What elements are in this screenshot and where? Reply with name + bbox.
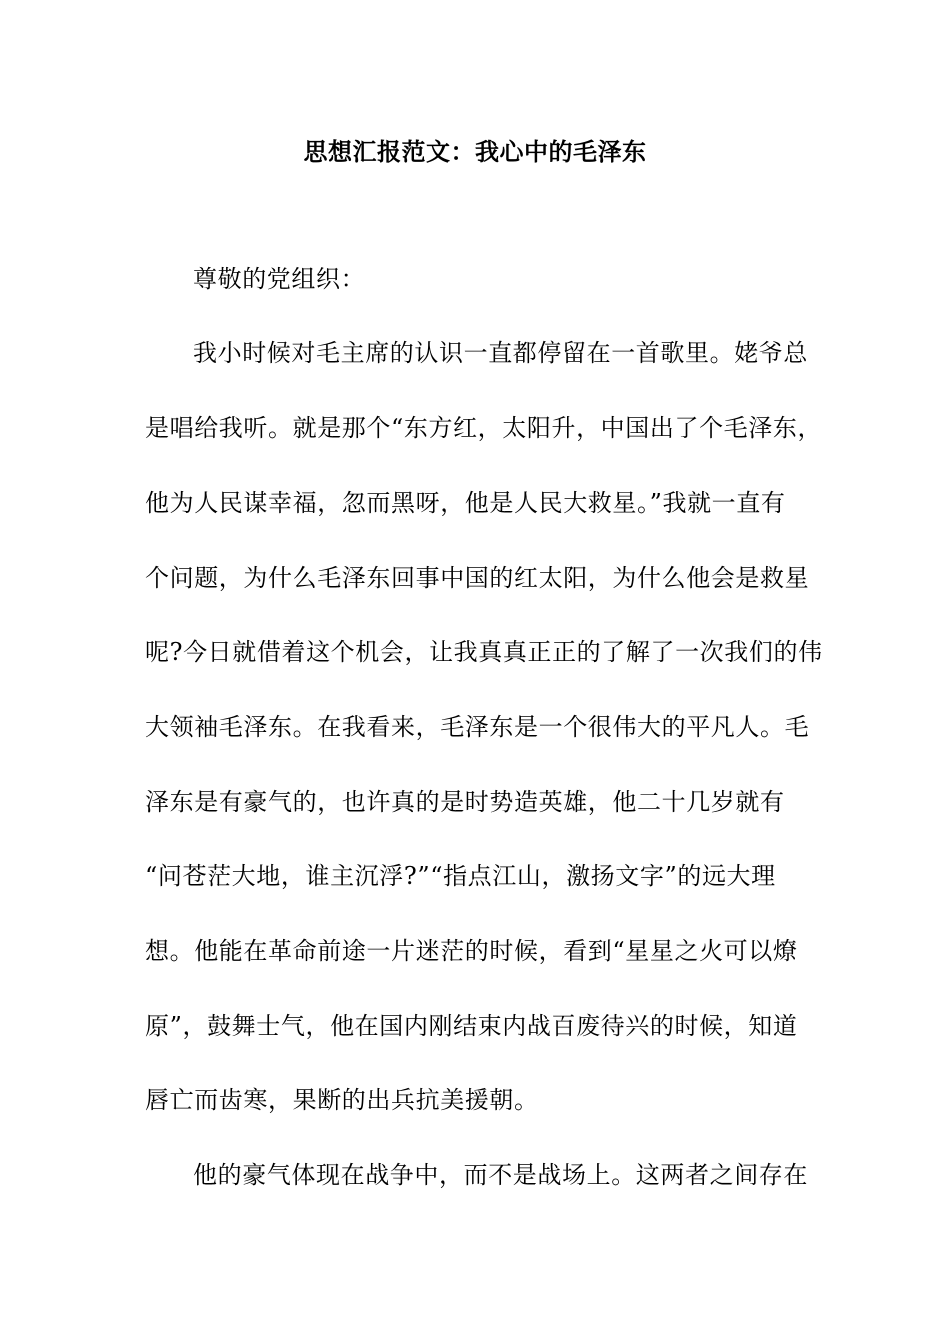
paragraph-line: 原”，鼓舞士气，他在国内刚结束内战百废待兴的时候，知道: [145, 1012, 798, 1040]
paragraph-line: 我小时候对毛主席的认识一直都停留在一首歌里。姥爷总: [193, 339, 808, 367]
paragraph-line: 唇亡而齿寒，果断的出兵抗美援朝。: [145, 1086, 539, 1114]
paragraph-line: 个问题，为什么毛泽东回事中国的红太阳，为什么他会是救星: [145, 564, 810, 592]
paragraph-line: 他的豪气体现在战争中，而不是战场上。这两者之间存在: [193, 1161, 808, 1189]
paragraph-line: 想。他能在革命前途一片迷茫的时候，看到“星星之火可以燎: [145, 937, 798, 965]
paragraph-line: 泽东是有豪气的，也许真的是时势造英雄，他二十几岁就有: [145, 788, 785, 816]
paragraph-line: 是唱给我听。就是那个“东方红，太阳升，中国出了个毛泽东，: [145, 414, 823, 442]
paragraph-line: 他为人民谋幸福，忽而黑呀，他是人民大救星。”我就一直有: [145, 489, 786, 517]
paragraph-line: 大领袖毛泽东。在我看来，毛泽东是一个很伟大的平凡人。毛: [145, 713, 810, 741]
document-title: 思想汇报范文：我心中的毛泽东: [303, 138, 647, 166]
salutation: 尊敬的党组织：: [193, 265, 366, 293]
paragraph-line: “问苍茫大地，谁主沉浮?”“指点江山，激扬文字”的远大理: [145, 862, 776, 890]
paragraph-line: 呢?今日就借着这个机会，让我真真正正的了解了一次我们的伟: [145, 638, 823, 666]
